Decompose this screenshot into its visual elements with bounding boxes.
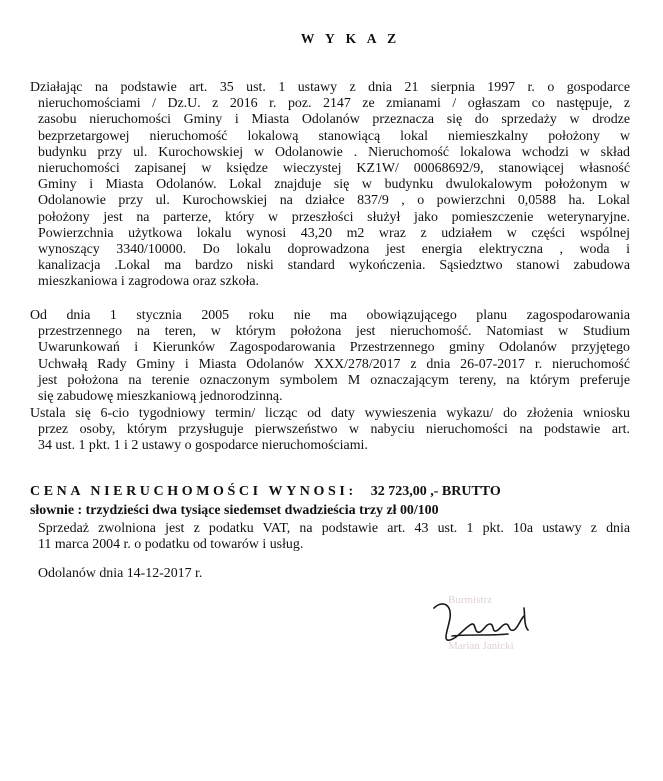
text-line: Działając na podstawie art. 35 ust. 1 ustawy z dnia 21 sierpnia 1997 r. o gospodarce <box>30 80 630 95</box>
text-line: Odolanowie przy ul. Kurochowskiej na działce 837/9 , o powierzchni 0,0588 ha. Lokal <box>38 193 630 209</box>
text-line: nieruchomościami / Dz.U. z 2016 r. poz. 2147 ze zmianami / ogłaszam co następuje, z <box>38 96 630 112</box>
text-line: 34 ust. 1 pkt. 1 i 2 ustawy o gospodarce nieruchomościami. <box>38 438 368 454</box>
text-line: Sprzedaż zwolniona jest z podatku VAT, na podstawie art. 43 ust. 1 pkt. 10a ustawy z dnia <box>38 521 630 536</box>
signature-stamp <box>428 590 546 660</box>
text-line: przestrzennego na teren, w którym położona jest nieruchomość. Natomiast w Studium <box>38 324 630 340</box>
price-row <box>30 482 630 502</box>
words-label: słownie : <box>30 503 83 518</box>
text-line: przez osoby, którym przysługuje pierwszeństwo w nabyciu nieruchomości na podstawie art. <box>38 422 630 438</box>
price-amount: 32 723,00 ,- BRUTTO <box>370 484 501 499</box>
text-line: mieszkaniowa i zagrodowa oraz szkoła. <box>38 274 260 290</box>
text-line: się zabudowę mieszkaniową jednorodzinną. <box>38 388 283 404</box>
text-line: Od dnia 1 stycznia 2005 roku nie ma obowiązującego planu zagospodarowania <box>30 308 630 323</box>
text-line: kanalizacja .Lokal ma bardzo niski standard wykończenia. Sąsiedztwo stanowi zabudowa <box>38 258 630 274</box>
deadline-paragraph <box>30 406 630 455</box>
stamp-line-2: Marian Janicki <box>448 640 514 652</box>
text-line: Uchwałą Rady Gminy i Miasta Odolanów XXX/278/2017 z dnia 26-07-2017 r. nieruchomość <box>38 356 630 372</box>
text-line: wynoszący 3340/10000. Do lokalu doprowadzona jest energia elektryczna , woda i <box>38 241 630 257</box>
text-line: bezprzetargowej nieruchomość lokalową stanowiącą lokal niemieszkalny położony w <box>38 128 630 144</box>
stamp-line-1: Burmistrz <box>448 594 492 606</box>
handwritten-signature <box>428 590 546 660</box>
text-line: zasobu nieruchomości Gminy i Miasta Odolanów przeznacza się do sprzedaży w drodze <box>38 112 630 128</box>
plan-paragraph <box>30 308 630 405</box>
text-line: budynku przy ul. Kurochowskiej w Odolanowie . Nieruchomość lokalowa wchodzi w skład <box>38 144 630 160</box>
place-date <box>30 566 630 582</box>
words-value: trzydzieści dwa tysiące siedemset dwadzieścia trzy zł 00/100 <box>85 503 439 518</box>
place-date-text: Odolanów dnia 14-12-2017 r. <box>38 566 203 581</box>
text-line: jest położona na terenie oznaczonym symbolem M oznaczającym tereny, na którym preferuje <box>38 372 630 388</box>
document-title: W Y K A Z <box>300 31 401 46</box>
text-line: Gminy i Miasta Odolanów. Lokal znajduje się w budynku dwulokalowym położonym w <box>38 177 630 193</box>
text-line: nieruchomości zapisanej w księdze wieczystej KZ1W/ 00068692/9, stanowiącej własność <box>38 160 630 176</box>
text-line: 11 marca 2004 r. o podatku od towarów i usług. <box>38 537 304 553</box>
text-line: Ustala się 6-cio tygodniowy termin/ licząc od daty wywieszenia wykazu/ do złożenia wniosku <box>30 406 630 421</box>
text-line: Uwarunkowań i Kierunków Zagospodarowania Przestrzennego gminy Odolanów przyjętego <box>38 340 630 356</box>
price-in-words <box>30 502 630 519</box>
text-line: Powierzchnia użytkowa lokalu wynosi 43,20 m2 wraz z udziałem w części wspólnej <box>38 225 630 241</box>
vat-paragraph <box>30 521 630 553</box>
text-line: położony jest na parterze, który w przeszłości służył jako pomieszczenie weterynaryjne. <box>38 209 630 225</box>
intro-paragraph <box>30 80 630 290</box>
price-section <box>30 482 630 519</box>
price-label: CENA NIERUCHOMOŚCI WYNOSI: <box>30 484 357 499</box>
